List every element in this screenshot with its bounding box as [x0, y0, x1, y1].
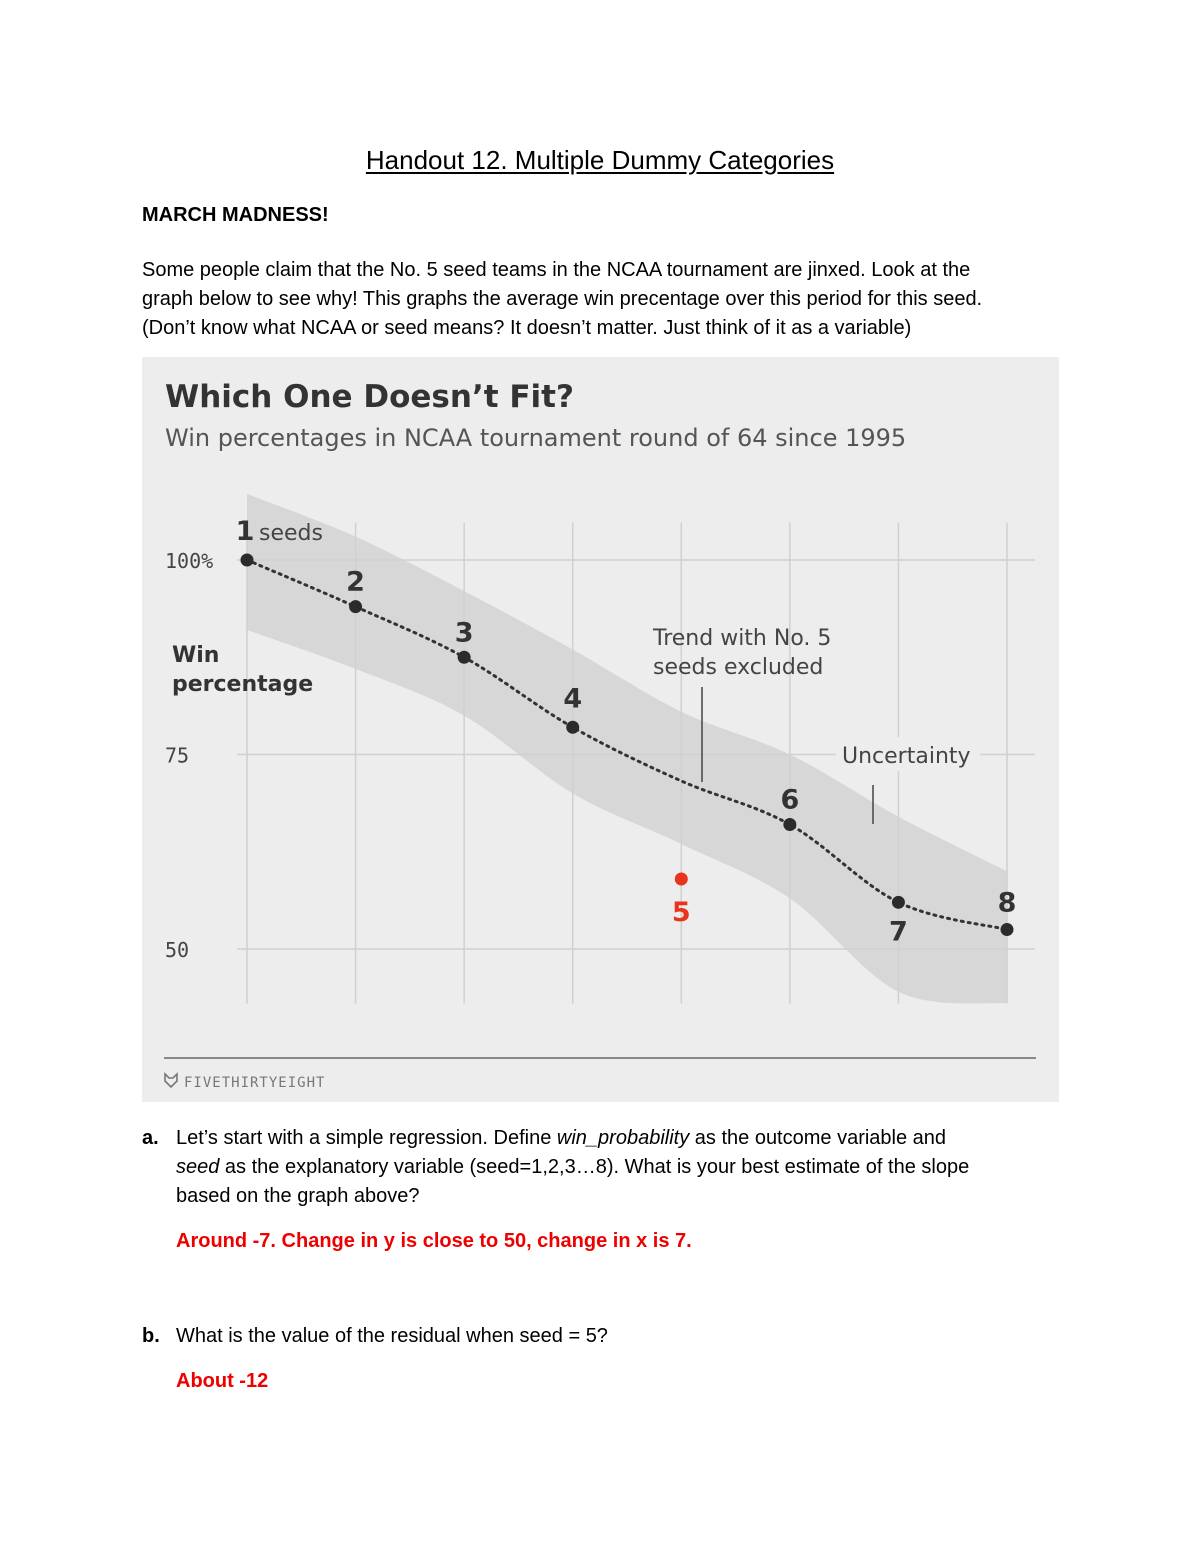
intro-line: graph below to see why! This graphs the average win precentage over this period for this seed.	[142, 288, 983, 310]
data-point-seed-5	[675, 872, 688, 885]
seeds-annotation: seeds	[259, 521, 323, 546]
section-heading: MARCH MADNESS!	[142, 204, 329, 226]
data-label-seed-2: 2	[346, 566, 365, 598]
data-point-seed-2	[349, 600, 362, 613]
win-percentage-chart	[142, 357, 1059, 1102]
data-point-seed-7	[892, 896, 905, 909]
y-axis-label-line: Win	[172, 643, 220, 668]
handout-title: Handout 12. Multiple Dummy Categories	[365, 145, 835, 175]
data-label-seed-7: 7	[889, 916, 908, 948]
data-label-seed-3: 3	[454, 617, 474, 649]
chart-subtitle: Win percentages in NCAA tournament round of 64 since 1995	[165, 424, 907, 452]
question-letter: a.	[142, 1127, 159, 1149]
question-body	[176, 1124, 1046, 1256]
data-point-seed-8	[1001, 923, 1014, 936]
question-line: seed as the explanatory variable (seed=1,2,3…8). What is your best estimate of the slope	[176, 1156, 970, 1178]
data-label-seed-8: 8	[997, 887, 1017, 919]
y-axis-label-line: percentage	[172, 672, 314, 697]
source-credit: FIVETHIRTYEIGHT	[184, 1075, 326, 1091]
chart-figure	[142, 357, 1059, 1102]
y-tick-label: 75	[165, 743, 190, 768]
uncertainty-annotation: Uncertainty	[842, 744, 971, 769]
question-line: What is the value of the residual when seed = 5?	[176, 1325, 608, 1347]
data-label-seed-4: 4	[563, 683, 583, 715]
data-label-seed-5: 5	[671, 896, 691, 928]
chart-title: Which One Doesn’t Fit?	[165, 379, 574, 415]
trend-annotation-line: Trend with No. 5	[653, 626, 832, 651]
y-tick-label: 100%	[165, 549, 214, 573]
data-point-seed-1	[241, 554, 254, 567]
trend-annotation-line: seeds excluded	[653, 655, 824, 680]
data-point-seed-4	[566, 721, 579, 734]
data-point-seed-3	[458, 651, 471, 664]
fox-logo-icon	[165, 1074, 177, 1087]
answer-text: About -12	[176, 1370, 269, 1392]
intro-line: Some people claim that the No. 5 seed teams in the NCAA tournament are jinxed. Look at the	[142, 259, 971, 281]
question-line: Let’s start with a simple regression. Define win_probability as the outcome variable and	[176, 1127, 947, 1149]
data-label-seed-6: 6	[780, 784, 800, 816]
answer-text: Around -7. Change in y is close to 50, change in x is 7.	[176, 1230, 692, 1252]
data-label-seed-1: 1	[235, 516, 255, 547]
data-point-seed-6	[783, 818, 796, 831]
y-tick-label: 50	[165, 938, 190, 962]
question-line: based on the graph above?	[176, 1185, 420, 1207]
intro-line: (Don’t know what NCAA or seed means? It doesn’t matter. Just think of it as a variable)	[142, 317, 912, 339]
question-letter: b.	[142, 1325, 160, 1347]
intro-paragraph	[142, 256, 1062, 343]
question-body	[176, 1322, 1046, 1396]
